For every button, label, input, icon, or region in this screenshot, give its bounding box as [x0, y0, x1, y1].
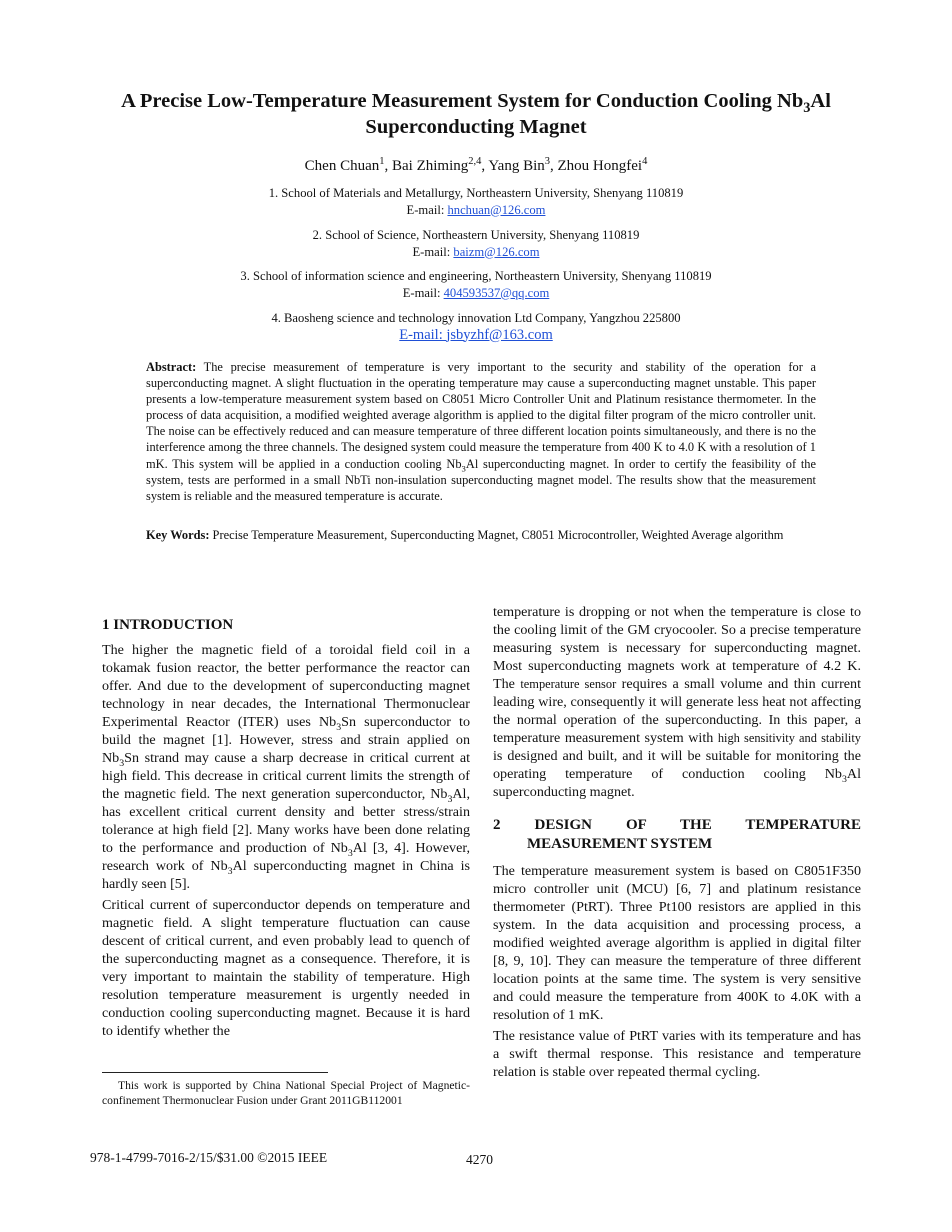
- affiliation-text: 1. School of Materials and Metallurgy, Northeastern University, Shenyang 110819: [268, 186, 684, 200]
- left-column: [102, 616, 470, 1043]
- title-line-2: Superconducting Magnet: [365, 116, 587, 138]
- affiliation-2: [60, 227, 892, 260]
- abstract: Abstract: The precise measurement of temperature is very important to the security and stability of the operation for a superconducting magnet. A slight fluctuation in the operating temperature may cause a superconducting magnet unstable. This paper presents a low-temperature measurement system based on C8051 Micro Controller Unit and Platinum resistance thermometer. In the process of data acquisition, a modified weighted average algorithm is applied to the digital filter program of the micro controller unit. The noise can be effectively reduced and can measure temperature of three different location points simultaneously, and there is no the interference among the three channels. The designed system could measure the temperature from 400 K to 4.0 K with a resolution of 1 mK. This system will be applied in a conduction cooling $Nb_3Al$ superconducting magnet. In order to certify the feasibility of the system, tests are performed in a small NbTi non-insulation superconducting magnet model. The results show that the measurement system is reliable and the measured temperature is accurate.: [146, 360, 816, 503]
- email-label: E-mail:: [402, 285, 444, 300]
- author-name: Yang Bin: [488, 158, 545, 174]
- title-subscript: 3: [803, 100, 811, 117]
- page-number: 4270: [466, 1152, 493, 1167]
- intro-paragraph-1: The higher the magnetic field of a toroidal field coil in a tokamak fusion reactor, the better performance the reactor can offer. And due to the development of superconducting magnet technology in near decades, the International Thermonuclear Experimental Reactor (ITER) uses $Nb_3Sn$ superconductor to build the magnet [1]. However, stress and strain applied on $Nb_3Sn$ strand may cause a sharp decrease in critical current at high field. This decrease in critical current limits the strength of the magnetic field. The next generation superconductor, $Nb_3Al$, has excellent critical current density and better stress/strain tolerance at high field [2]. Many works have been done relating to the performance and production of $Nb_3Al$ [3, 4]. However, research work of $Nb_3Al$ superconducting magnet in China is hardly seen [5].: [102, 642, 471, 892]
- right-column: [493, 603, 861, 1084]
- title-line-1-end: Al: [810, 90, 831, 112]
- keywords-label: Key Words:: [146, 528, 210, 542]
- design-paragraph-2: The resistance value of PtRT varies with its temperature and has a swift thermal response. This resistance and temperature relation is stable over repeated thermal cycling.: [493, 1028, 861, 1080]
- author-list: Chen Chuan$^1$, Bai Zhiming$^{2,4}$, Yang Bin$^3$, Zhou Hongfei$^4$: [304, 156, 648, 174]
- author-name: Chen Chuan: [304, 158, 380, 174]
- email-label: E-mail:: [406, 202, 448, 217]
- affiliation-text: 2. School of Science, Northeastern University, Shenyang 110819: [312, 228, 640, 242]
- title-line-1: A Precise Low-Temperature Measurement System for Conduction Cooling Nb: [121, 90, 804, 112]
- email-link[interactable]: E-mail: jsbyzhf@163.com: [399, 326, 553, 343]
- affiliation-3: [60, 268, 892, 301]
- email-link[interactable]: hnchuan@126.com: [447, 202, 546, 217]
- affiliation-4: [60, 310, 892, 343]
- footnote-rule: [102, 1072, 328, 1073]
- author-affil-mark: 2,4: [468, 156, 482, 167]
- author-affil-mark: 3: [544, 156, 550, 167]
- affiliation-text: 4. Baosheng science and technology innovation Ltd Company, Yangzhou 225800: [271, 311, 681, 325]
- intro-paragraph-2: Critical current of superconductor depends on temperature and magnetic field. A slight temperature fluctuation can cause descent of critical current, and even probably lead to quench of the superconducting magnet as a consequence. Therefore, it is very important to maintain the stability of temperature. High resolution temperature measurement is urgently needed in conduction cooling superconducting magnet. Because it is hard to identify whether the: [102, 897, 470, 1039]
- email-link[interactable]: baizm@126.com: [453, 244, 540, 259]
- affiliation-text: 3. School of information science and engineering, Northeastern University, Shenyang 110819: [240, 269, 712, 283]
- section-heading-design: 2 DESIGN OF THE TEMPERATURE: [493, 817, 861, 833]
- section-heading-design-line-2: MEASUREMENT SYSTEM: [527, 836, 713, 852]
- section-heading-introduction: 1 INTRODUCTION: [102, 617, 234, 633]
- keywords: Key Words: Precise Temperature Measurement, Superconducting Magnet, C8051 Microcontroller, Weighted Average algorithm: [146, 528, 784, 542]
- email-label: E-mail:: [412, 244, 454, 259]
- funding-footnote: This work is supported by China National Special Project of Magnetic-confinement Thermonuclear Fusion under Grant 2011GB112001: [102, 1079, 470, 1107]
- isbn-copyright: 978-1-4799-7016-2/15/$31.00 ©2015 IEEE: [90, 1150, 328, 1165]
- paper-title: [60, 88, 892, 140]
- author-affil-mark: 1: [379, 156, 385, 167]
- intro-paragraph-continued: temperature is dropping or not when the temperature is close to the cooling limit of the GM cryocooler. So a precise temperature measuring system is necessary for superconducting magnet. Most superconducting magnets work at temperature of 4.2 K. The temperature sensor requires a small volume and thin current leading wire, consequently it will generate less heat not affecting the normal operation of the superconducting. In this paper, a temperature measurement system with high sensitivity and stability is designed and built, and it will be suitable for monitoring the operating temperature of conduction cooling $Nb_3Al$ superconducting magnet.: [493, 604, 861, 800]
- author-affil-mark: 4: [642, 156, 648, 167]
- affiliation-1: [60, 185, 892, 218]
- design-paragraph-1: The temperature measurement system is based on C8051F350 micro controller unit (MCU) [6, 7] and platinum resistance thermometer (PtRT). Three Pt100 resistors are applied in this system. In the data acquisition and processing process, a modified weighted average algorithm is applied in digital filter [8, 9, 10]. They can measure the temperature of three different location points at the same time. The system is very sensitive and could measure the temperature from 400K to 4.0K with a resolution of 1 mK.: [493, 863, 861, 1023]
- author-name: Bai Zhiming: [392, 158, 469, 174]
- email-link[interactable]: 404593537@qq.com: [443, 285, 550, 300]
- author-name: Zhou Hongfei: [557, 158, 643, 174]
- abstract-label: Abstract:: [146, 360, 197, 374]
